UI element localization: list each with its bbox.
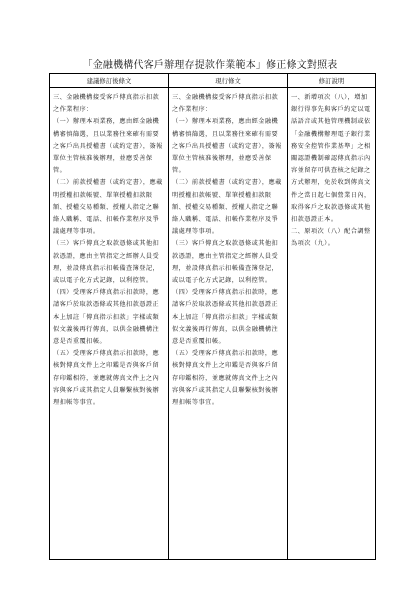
header-amended: 建議修訂後條文 <box>50 74 169 88</box>
document-title: 「金融機構代客戶辦理存提款作業範本」修正條文對照表 <box>82 60 338 71</box>
table-header-row <box>50 74 376 88</box>
current-paragraph: （四）受理客戶傳真指示扣款時，應請客戶於取款憑條或其他扣款憑證正本上加註「傳真指示扣款」字樣或類似文義後再行傳真，以供金融機構注意是否重覆扣帳。 <box>172 289 279 346</box>
current-paragraph: （五）受理客戶傳真指示扣款時，應核對傳真文件上之印鑑是否與客戶留存印鑑相符，並應就傳真文件上之內容與客戶或其指定人員聯繫核對後辦理扣帳等事宜。 <box>172 350 279 407</box>
header-current: 現行條文 <box>169 74 288 88</box>
header-explanation: 修訂說明 <box>288 74 376 88</box>
explanation-column <box>288 88 376 560</box>
current-paragraph: （三）客戶傳真之取款憑條或其他扣款憑證，應由主管指定之經辦人員受理，並設傳真指示扣帳備查簿登記，或以電子化方式記錄，以利控管。 <box>172 240 279 285</box>
amended-paragraph: （一）辦理本項業務，應由經金融機構審慎篩選，且以業務往來確有需要之客戶出具授權書（或約定書），簽報單位主管核准後辦理，並應妥善保管。 <box>53 118 163 175</box>
current-paragraph: 三、金融機構接受客戶傳真指示扣款之作業程序： <box>172 94 279 114</box>
table-body-row <box>50 88 376 560</box>
amended-paragraph: （三）客戶傳真之取款憑條或其他扣款憑證，應由主管指定之經辦人員受理，並設傳真指示扣帳備查簿登記，或以電子化方式記錄，以利控管。 <box>53 240 160 285</box>
explanation-paragraph: 二、原項次（八）配合調整為項次（九）。 <box>291 228 371 248</box>
amended-paragraph: （五）受理客戶傳真指示扣款時，應核對傳真文件上之印鑑是否與客戶留存印鑑相符，並應就傳真文件上之內容與客戶或其指定人員聯繫核對後辦理扣帳等事宜。 <box>53 350 160 407</box>
amended-column <box>50 88 169 560</box>
amended-paragraph: 三、金融機構接受客戶傳真指示扣款之作業程序： <box>53 94 160 114</box>
current-column <box>169 88 288 560</box>
amended-paragraph: （二）前款授權書（或約定書），應載明授權扣款帳號、單筆授權扣款限額、授權交易種類、授權人指定之聯絡人職稱、電話、扣帳作業程序及爭議處理等事項。 <box>53 179 163 236</box>
amended-paragraph: （四）受理客戶傳真指示扣款時，應請客戶於取款憑條或其他扣款憑證正本上加註「傳真指示扣款」字樣或類似文義後再行傳真，以供金融機構注意是否重覆扣帳。 <box>53 289 160 346</box>
current-paragraph: （一）辦理本項業務，應由經金融機構審慎篩選，且以業務往來確有需要之客戶出具授權書（或約定書），簽報單位主管核准後辦理，並應妥善保管。 <box>172 118 282 175</box>
explanation-paragraph: 一、新增項次（八），增加銀行得事先與客戶約定以電話語音或其他管理機制或依「金融機構辦理電子銀行業務安全控管作業基準」之相關認證機制確認傳真指示內容並留存可供查核之紀錄之方式辦理，免於收到傳真文件之當日起七個營業日內，取得客戶之取款憑條或其他扣款憑證正本。 <box>291 94 371 224</box>
comparison-table <box>49 73 376 560</box>
current-paragraph: （二）前款授權書（或約定書），應載明授權扣款帳號、單筆授權扣款限額、授權交易種類、授權人指定之聯絡人職稱、電話、扣帳作業程序及爭議處理等事項。 <box>172 179 282 236</box>
